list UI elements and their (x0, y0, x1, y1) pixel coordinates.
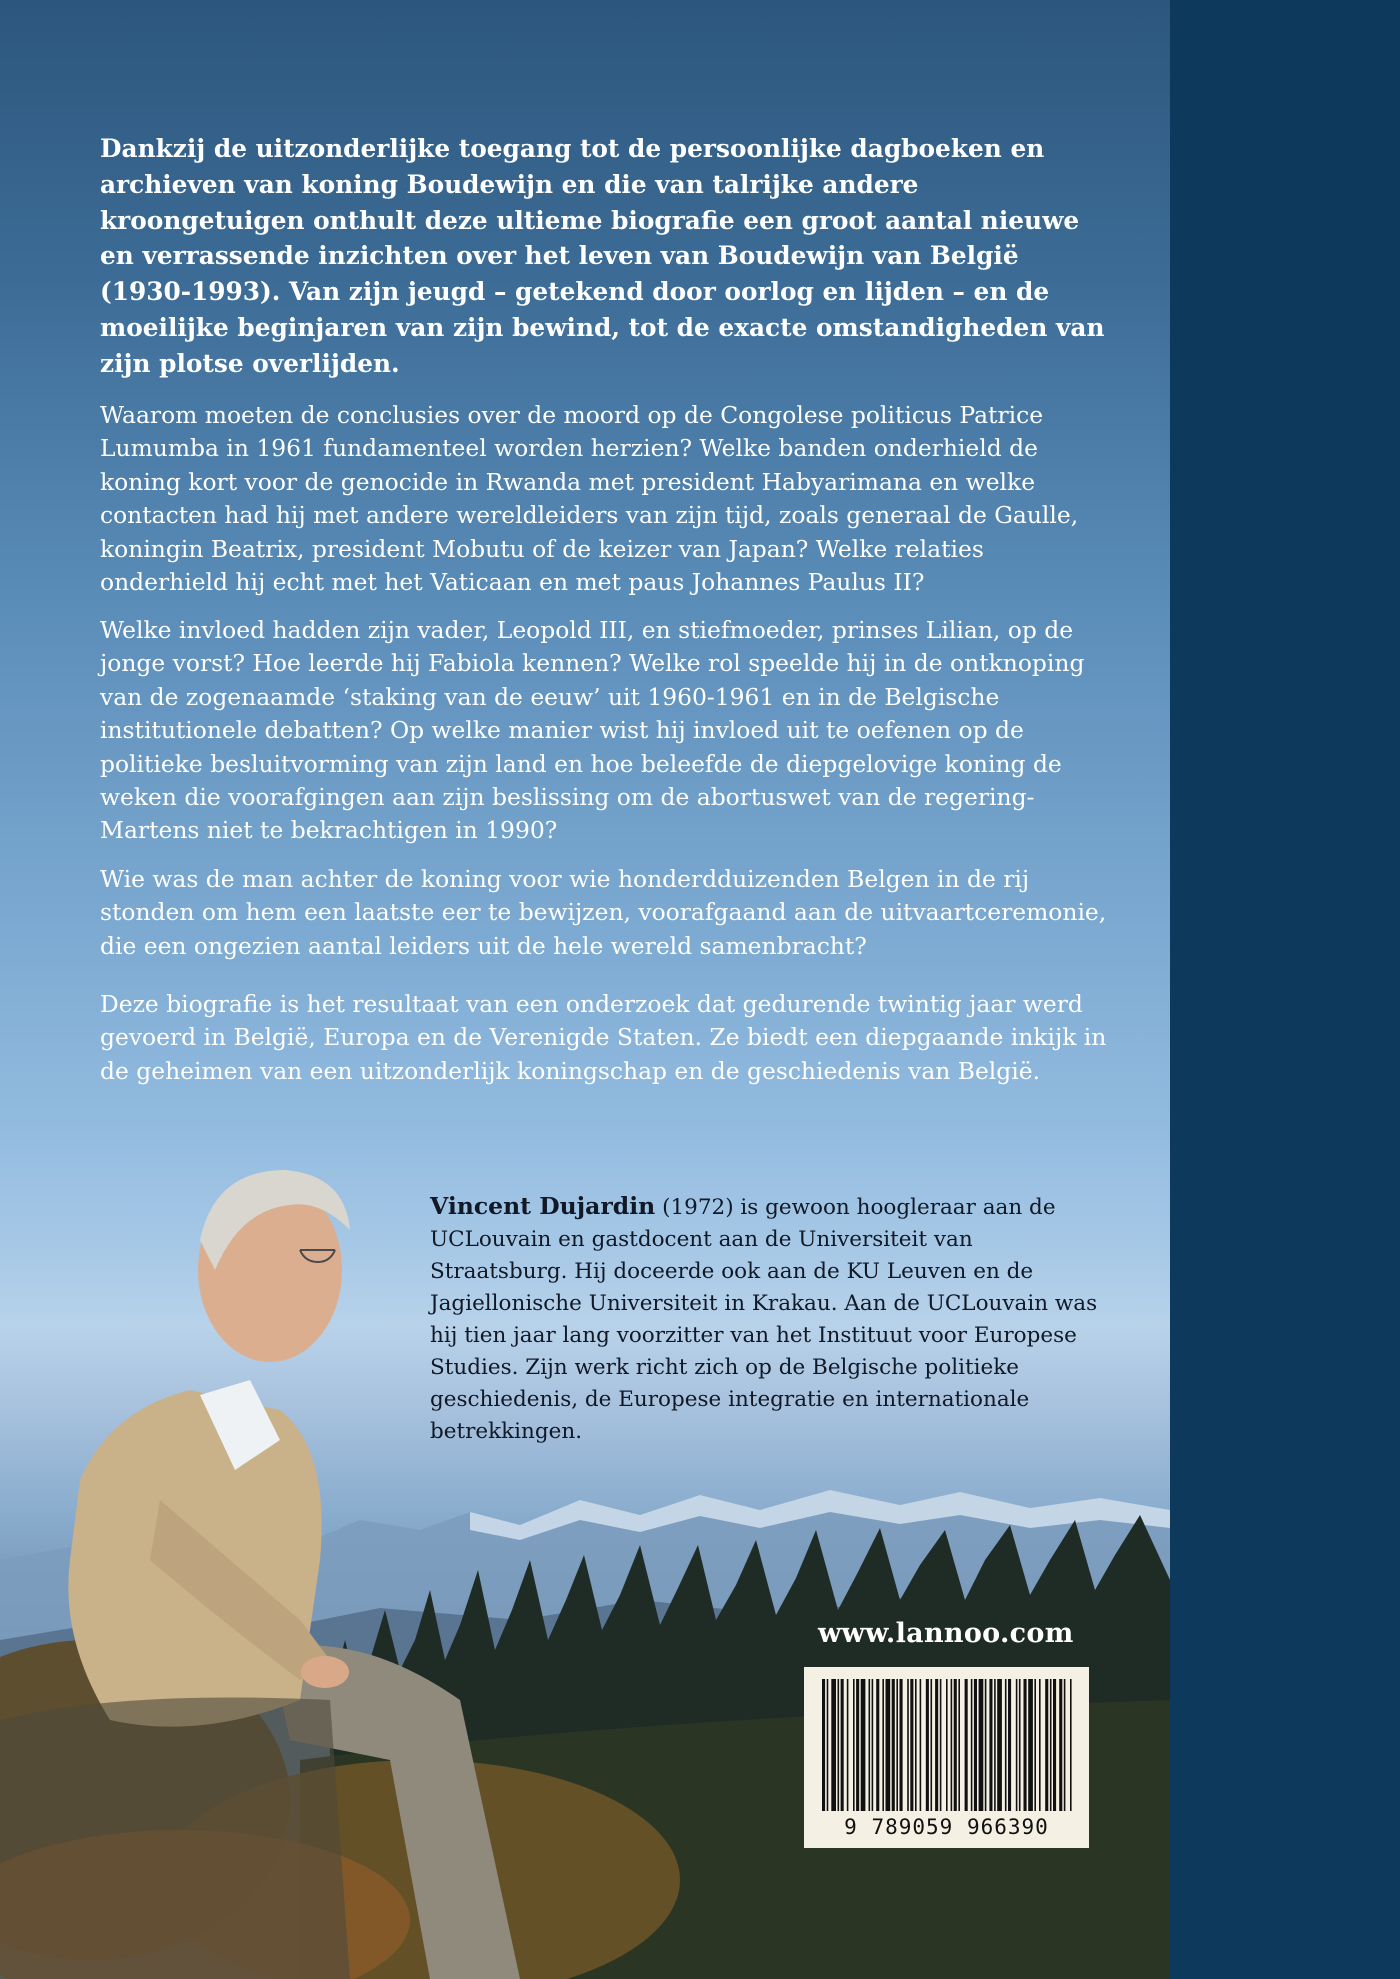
body-paragraph-2: Welke invloed hadden zijn vader, Leopold III, en stiefmoeder, prinses Lilian, op de jonge vorst? Hoe leerde hij Fabiola kennen? Welke rol speelde hij in de ontknoping van de zogenaamde ‘staking van de eeuw’ uit 1960-1961 en in de Belgische institutionele debatten? Op welke manier wist hij invloed uit te oefenen op de politieke besluitvorming van zijn land en hoe beleefde de diepgelovige koning de weken die voorafgingen aan zijn beslissing om de abortuswet van de regering-Martens niet te bekrachtigen in 1990? (100, 616, 1085, 845)
barcode-bar (907, 1679, 909, 1811)
barcode-bar (1050, 1679, 1052, 1811)
barcode-bar (994, 1679, 996, 1811)
barcode-bar (951, 1679, 953, 1811)
barcode-bar (869, 1679, 871, 1811)
barcode-bar (1039, 1679, 1041, 1811)
barcode-bar (1008, 1679, 1011, 1811)
barcode-bar (989, 1679, 992, 1811)
barcode-bar (965, 1679, 968, 1811)
barcode-bar (1028, 1679, 1033, 1811)
body-paragraph-3: Wie was de man achter de koning voor wie honderdduizenden Belgen in de rij stonden om hem een laatste eer te bewijzen, voorafgaand aan de uitvaartceremonie, die een ongezien aantal leiders uit de hele wereld samenbracht? (100, 865, 1107, 960)
barcode-bar (946, 1679, 948, 1811)
barcode-bar (827, 1679, 829, 1811)
body-paragraph-1: Waarom moeten de conclusies over de moord op de Congolese politicus Patrice Lumumba in 1961 fundamenteel worden herzien? Welke banden onderhield de koning kort voor de genocide in Rwanda met president Habyarimana en welke contacten had hij met andere wereldleiders van zijn tijd, zoals generaal de Gaulle, koningin Beatrix, president Mobutu of de keizer van Japan? Welke relaties onderhield hij echt met het Vaticaan en met paus Johannes Paulus II? (100, 401, 1079, 597)
barcode-bar (1016, 1679, 1018, 1811)
barcode-bar (856, 1679, 859, 1811)
man-hand (301, 1656, 349, 1688)
barcode-bar (872, 1679, 874, 1811)
barcode-bar (853, 1679, 855, 1811)
barcode-bar (892, 1679, 895, 1811)
isbn-barcode (804, 1667, 1089, 1848)
barcode-bar (935, 1679, 938, 1811)
barcode-bar (876, 1679, 879, 1811)
barcode-bar (831, 1679, 836, 1811)
barcode-bar (958, 1679, 960, 1811)
barcode-bar (971, 1679, 973, 1811)
rock-ledge (0, 1698, 350, 1979)
barcode-bar (1005, 1679, 1007, 1811)
barcode-bar (979, 1679, 984, 1811)
barcode-bar (861, 1679, 866, 1811)
barcode-bar (900, 1679, 903, 1811)
barcode-bar (886, 1679, 891, 1811)
author-bio-text: (1972) is gewoon hoogleraar aan de UCLouvain en gastdocent aan de Universiteit van Straatsburg. Hij doceerde ook aan de KU Leuven en de Jagiellonische Universiteit in Krakau. Aan de UCLouvain was hij tien jaar lang voorzitter van het Instituut voor Europese Studies. Zijn werk richt zich op de Belgische politieke geschiedenis, de Europese integratie en internationale betrekkingen. (430, 1195, 1098, 1444)
barcode-bar (822, 1679, 825, 1811)
barcode-bar (847, 1679, 849, 1811)
author-name: Vincent Dujardin (430, 1192, 656, 1220)
barcode-bar (954, 1679, 957, 1811)
barcode-bar (910, 1679, 913, 1811)
barcode-bar (841, 1679, 844, 1811)
spine-edge (1170, 0, 1400, 1979)
barcode-bar (1045, 1679, 1048, 1811)
barcode-bar (985, 1679, 987, 1811)
barcode-bar (915, 1679, 917, 1811)
author-bio (430, 1190, 1100, 1448)
barcode-bar (997, 1679, 1002, 1811)
barcode-bar (1059, 1679, 1062, 1811)
barcode-bar (882, 1679, 884, 1811)
barcode-bar (1053, 1679, 1056, 1811)
barcode-bar (974, 1679, 977, 1811)
barcode-bar (1019, 1679, 1021, 1811)
barcode-bar (931, 1679, 933, 1811)
barcode-bar (838, 1679, 840, 1811)
barcode-bar (926, 1679, 929, 1811)
barcode-bar (1034, 1679, 1036, 1811)
barcode-bar (940, 1679, 942, 1811)
barcode-bar (896, 1679, 898, 1811)
barcode-bar (1064, 1679, 1066, 1811)
isbn-number: 9 789059 966390 (844, 1815, 1049, 1839)
barcode-bar (1024, 1679, 1027, 1811)
publisher-website: www.lannoo.com (818, 1618, 1074, 1649)
barcode-bar (920, 1679, 922, 1811)
barcode-bar (1070, 1679, 1072, 1811)
intro-paragraph: Dankzij de uitzonderlijke toegang tot de persoonlijke dagboeken en archieven van koning Boudewijn en die van talrijke andere kroongetuigen onthult deze ultieme biografie een groot aantal nieuwe en verrassende inzichten over het leven van Boudewijn van België (1930-1993). Van zijn jeugd – getekend door oorlog en lijden – en de moeilijke beginjaren van zijn bewind, tot de exacte omstandigheden van zijn plotse overlijden. (100, 134, 1105, 378)
body-paragraph-4: Deze biografie is het resultaat van een onderzoek dat gedurende twintig jaar werd gevoerd in België, Europa en de Verenigde Staten. Ze biedt een diepgaande inkijk in de geheimen van een uitzonderlijk koningschap en de geschiedenis van België. (100, 990, 1107, 1085)
